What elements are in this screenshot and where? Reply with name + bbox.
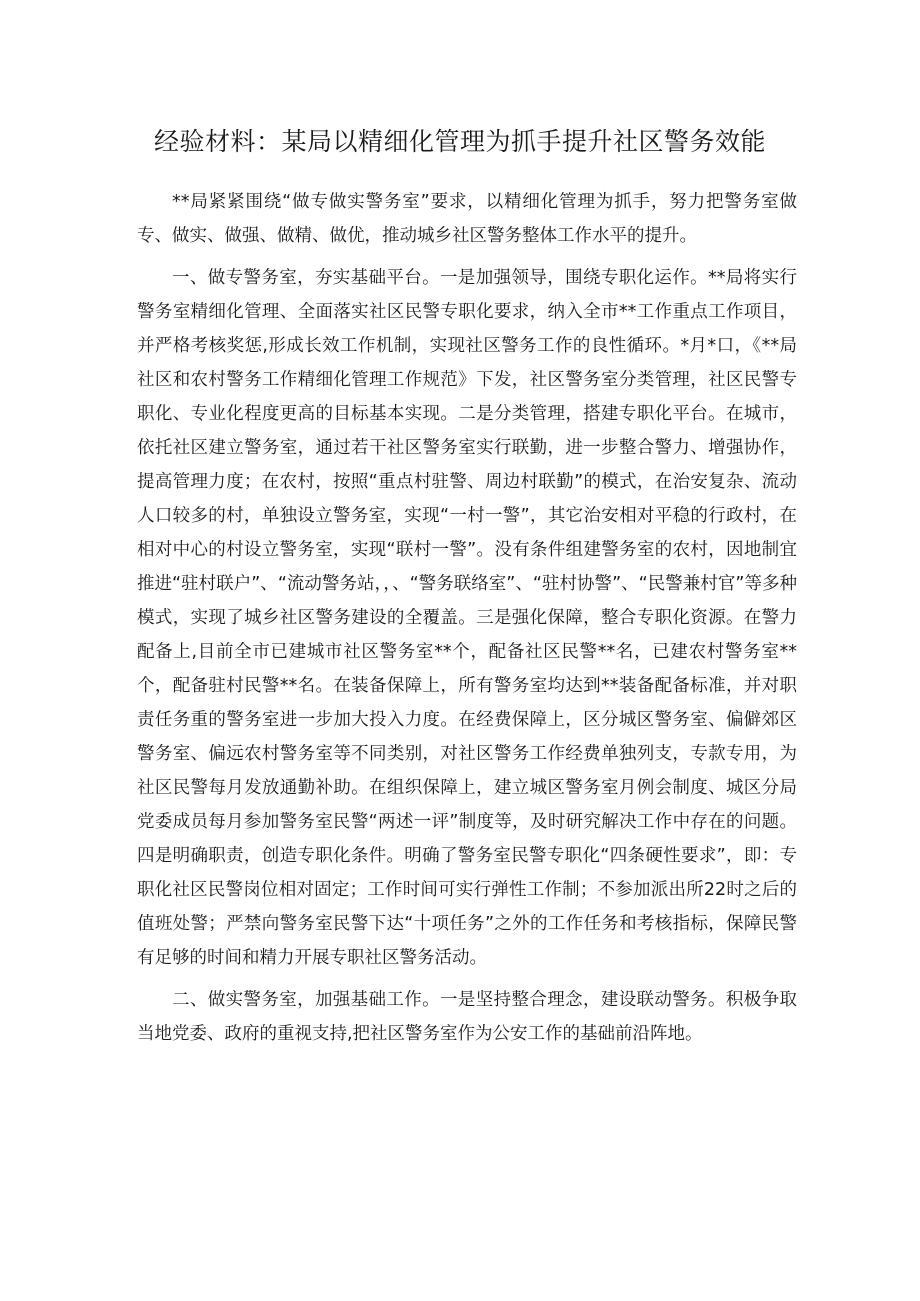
section-two-paragraph: 二、做实警务室，加强基础工作。一是坚持整合理念，建设联动警务。积极争取当地党委、政府的重视支持,把社区警务室作为公安工作的基础前沿阵地。 — [137, 990, 797, 1044]
document-title: 经验材料：某局以精细化管理为抓手提升社区警务效能 — [153, 127, 766, 156]
intro-paragraph: **局紧紧围绕“做专做实警务室”要求，以精细化管理为抓手，努力把警务室做专、做实、做强、做精、做优，推动城乡社区警务整体工作水平的提升。 — [137, 192, 797, 246]
section-one-paragraph: 一、做专警务室，夯实基础平台。一是加强领导，围绕专职化运作。**局将实行警务室精细化管理、全面落实社区民警专职化要求，纳入全市**工作重点工作项目，并严格考核奖惩,形成长效工作机制，实现社区警务工作的良性循环。*月*口，《**局社区和农村警务工作精细化管理工作规范》下发，社区警务室分类管理，社区民警专职化、专业化程度更高的目标基本实现。二是分类管理，搭建专职化平台。在城市，依托社区建立警务室，通过若干社区警务室实行联勤，进一步整合警力、增强协作，提高管理力度；在农村，按照“重点村驻警、周边村联勤”的模式，在治安复杂、流动人口较多的村，单独设立警务室，实现“一村一警”，其它治安相对平稳的行政村，在相对中心的村设立警务室，实现“联村一警”。没有条件组建警务室的农村，因地制宜推进“驻村联户”、“流动警务站，，、“警务联络室”、“驻村协警”、“民警兼村官”等多种模式，实现了城乡社区警务建设的全覆盖。三是强化保障，整合专职化资源。在警力配备上,目前全市已建城市社区警务室**个，配备社区民警**名，已建农村警务室**个，配备驻村民警**名。在装备保障上，所有警务室均达到**装备配备标准，并对职责任务重的警务室进一步加大投入力度。在经费保障上，区分城区警务室、偏僻郊区警务室、偏远农村警务室等不同类别，对社区警务工作经费单独列支，专款专用，为社区民警每月发放通勤补助。在组织保障上，建立城区警务室月例会制度、城区分局党委成员每月参加警务室民警“两述一评”制度等，及时研究解决工作中存在的问题。四是明确职责，创造专职化条件。明确了警务室民警专职化“四条硬性要求”，即：专职化社区民警岗位相对固定；工作时间可实行弹性工作制；不参加派出所22时之后的值班处警；严禁向警务室民警下达“十项任务”之外的工作任务和考核指标，保障民警有足够的时间和精力开展专职社区警务活动。 — [137, 268, 797, 968]
document-body — [137, 185, 797, 1059]
